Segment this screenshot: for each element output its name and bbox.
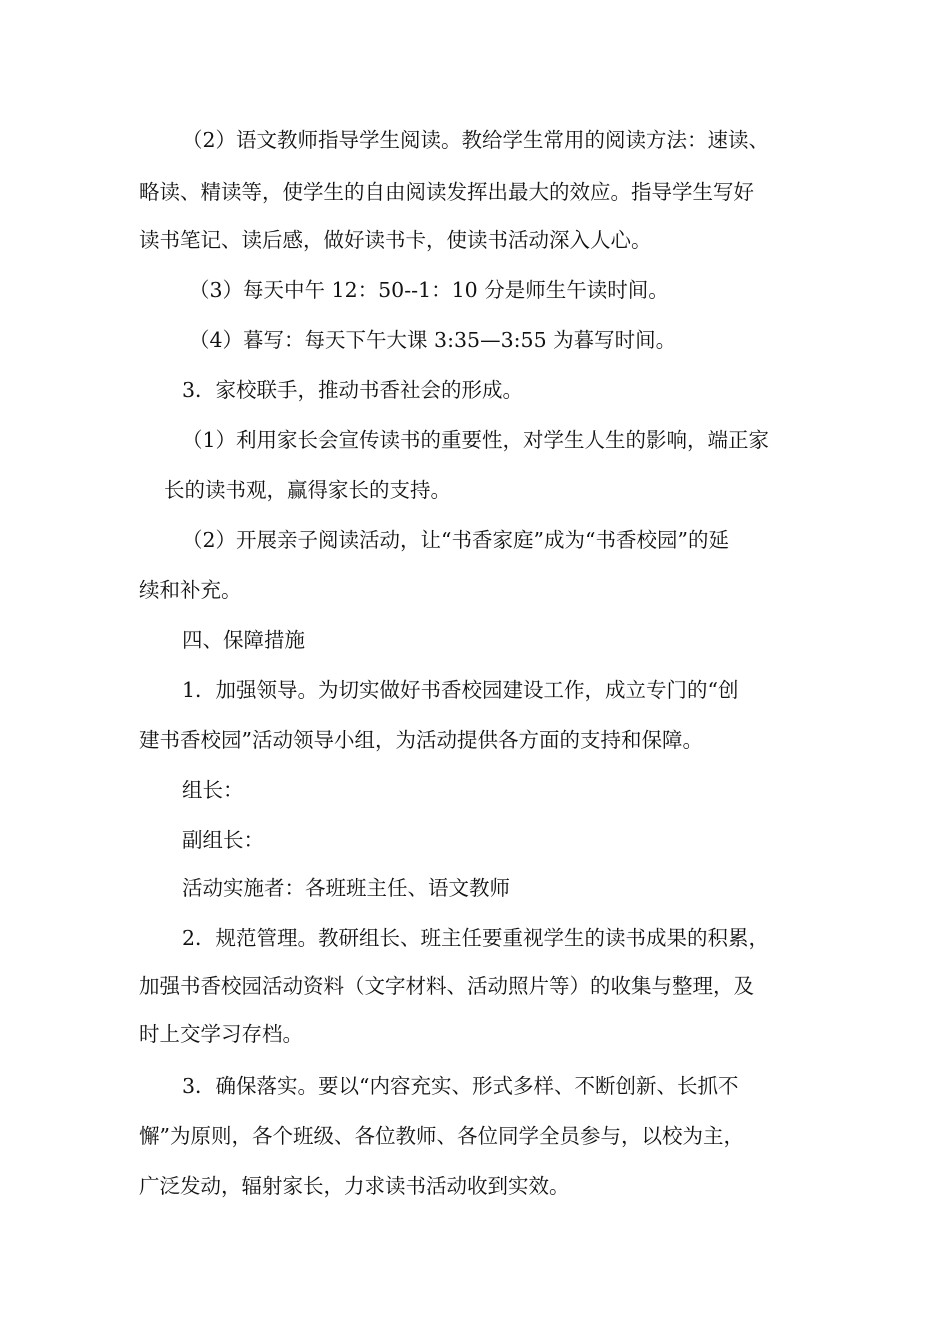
text-line: 加强书香校园活动资料（文字材料、活动照片等）的收集与整理，及 [139,974,754,998]
text-line: 副组长： [182,828,264,852]
text-line: （2）语文教师指导学生阅读。教给学生常用的阅读方法：速读、 [182,128,770,152]
text-line: 组长： [182,778,244,802]
text-line: 活动实施者：各班班主任、语文教师 [182,876,510,900]
text-line: 2．规范管理。教研组长、班主任要重视学生的读书成果的积累， [182,926,770,950]
text-line: （2）开展亲子阅读活动，让“书香家庭”成为“书香校园”的延 [182,528,729,552]
text-line: 懈”为原则，各个班级、各位教师、各位同学全员参与，以校为主， [139,1124,744,1148]
text-line: 长的读书观，赢得家长的支持。 [164,478,451,502]
text-line: （1）利用家长会宣传读书的重要性，对学生人生的影响，端正家 [182,428,770,452]
text-line: 3．确保落实。要以“内容充实、形式多样、不断创新、长抓不 [182,1074,739,1098]
text-line: 1．加强领导。为切实做好书香校园建设工作，成立专门的“创 [182,678,739,702]
text-line: 时上交学习存档。 [139,1022,303,1046]
text-line: 略读、精读等，使学生的自由阅读发挥出最大的效应。指导学生写好 [139,180,754,204]
text-line: 广泛发动，辐射家长，力求读书活动收到实效。 [139,1174,570,1198]
section-heading: 四、保障措施 [182,628,305,652]
text-line: （3）每天中午 12：50--1：10 分是师生午读时间。 [189,278,669,302]
text-line: 读书笔记、读后感，做好读书卡，使读书活动深入人心。 [139,228,652,252]
text-line: 建书香校园”活动领导小组，为活动提供各方面的支持和保障。 [139,728,703,752]
text-line: 续和补充。 [139,578,242,602]
text-line: 3．家校联手，推动书香社会的形成。 [182,378,524,402]
text-line: （4）暮写：每天下午大课 3:35—3:55 为暮写时间。 [189,328,677,352]
